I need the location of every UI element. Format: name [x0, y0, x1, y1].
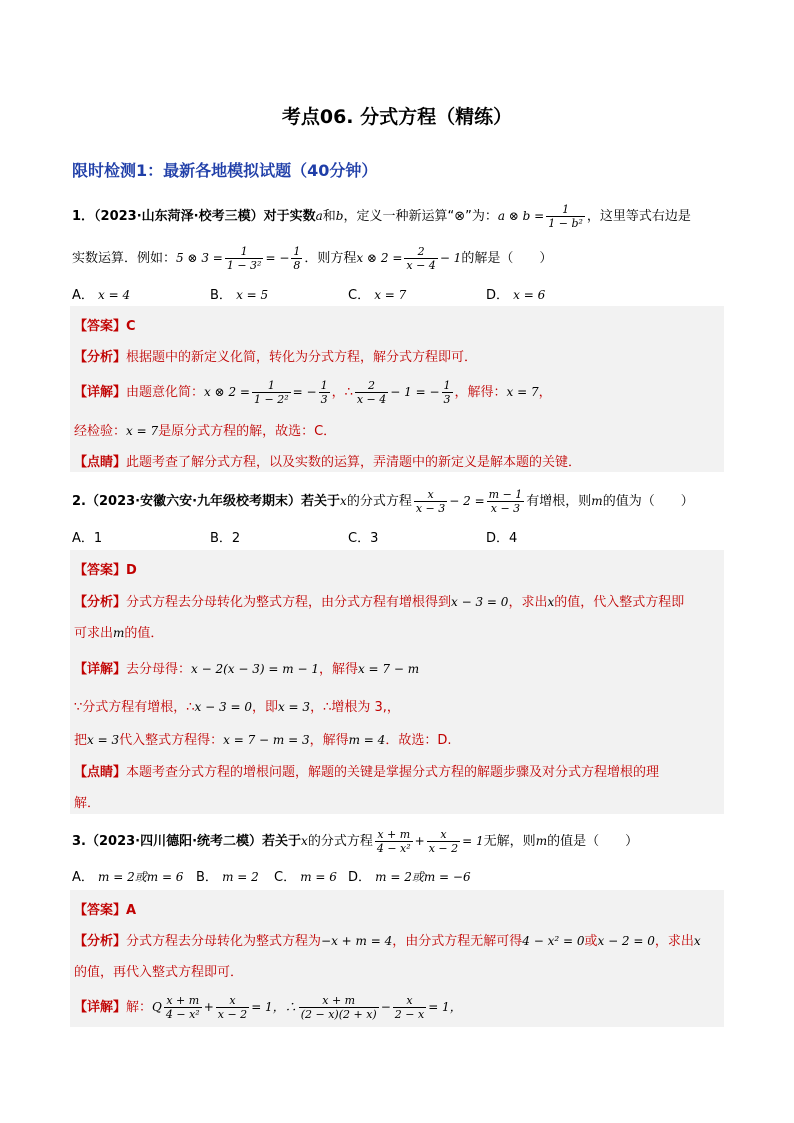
q1-detail: 【详解】由题意化简：x ⊗ 2 = $\frac{1}{\text{1 − 2²}}$ = − $\frac{1}{3}$ ，∴ $\frac{2}{x - 4}$ − 1 = − $\frac{1}{3}$ ，解得：x = 7，	[74, 379, 552, 406]
q3-analysis-line2: 的值，再代入整式方程即可．	[74, 965, 244, 980]
q2-option-d: D．4	[486, 531, 518, 546]
q1-stem-line2: 实数运算．例如：5 ⊗ 3 = $\frac{1}{\text{1 − 3²}}$ = − $\frac{1}{8}$ ．则方程x ⊗ 2 = $\frac{2}{x - 4}$ − 1的解是（ ）	[72, 245, 553, 272]
q3-detail: 【详解】解：Q $\frac{x + m}{\text{4 − x²}}$ + $\frac{x}{x - 2}$ = 1，∴ $\frac{x + m}{(2 - x)(2 + x)}$ − $\frac{x}{2 - x}$ = 1，	[74, 994, 462, 1021]
q2-answer: 【答案】D	[74, 563, 137, 578]
q1-solution-box	[70, 306, 724, 472]
q3-analysis-line1: 【分析】分式方程去分母转化为整式方程为−x + m = 4，由分式方程无解可得4 − x² = 0或x − 2 = 0，求出x	[74, 934, 701, 949]
q3-option-b: B． m = 2	[196, 870, 259, 885]
q2-option-b: B．2	[210, 531, 241, 546]
q3-solution-box	[70, 890, 724, 1027]
q1-stem-line1: 1．（2023·山东菏泽·校考三模）对于实数a和b，定义一种新运算“⊗”为：a ⊗ b = $\frac{1}{\text{1 − b²}}$ ，这里等式右边是	[72, 203, 691, 230]
q1-option-a: A． x = 4	[72, 288, 131, 303]
q1-option-c: C． x = 7	[348, 288, 407, 303]
q1-answer: 【答案】C	[74, 319, 136, 334]
q2-detail-line3: 把x = 3代入整式方程得：x = 7 − m = 3，解得m = 4．故选：D.	[74, 733, 452, 748]
q2-option-c: C．3	[348, 531, 379, 546]
q2-detail: 【详解】去分母得：x − 2(x − 3) = m − 1，解得x = 7 − m	[74, 662, 420, 677]
q3-answer: 【答案】A	[74, 903, 137, 918]
q2-solution-box	[70, 550, 724, 814]
q2-detail-line2: ∵分式方程有增根，∴x − 3 = 0，即x = 3，∴增根为 3,，	[74, 700, 400, 715]
q2-comment-line1: 【点睛】本题考查分式方程的增根问题，解题的关键是掌握分式方程的解题步骤及对分式方程增根的理	[74, 765, 660, 780]
q1-option-d: D． x = 6	[486, 288, 546, 303]
section-heading: 限时检测1：最新各地模拟试题（40分钟）	[72, 161, 378, 180]
q1-option-b: B． x = 5	[210, 288, 269, 303]
q2-comment-line2: 解．	[74, 796, 101, 811]
q2-analysis-line2: 可求出m的值．	[74, 626, 164, 641]
q3-option-d: D． m = 2或m = −6	[348, 870, 471, 885]
q2-stem: 2.（2023·安徽六安·九年级校考期末）若关于x的分式方程 $\frac{x}{x - 3}$ − 2 = $\frac{m - 1}{x - 3}$ 有增根，则m的值为（ ）	[72, 488, 694, 515]
q2-option-a: A．1	[72, 531, 103, 546]
q1-comment: 【点睛】此题考查了解分式方程，以及实数的运算，弄清题中的新定义是解本题的关键．	[74, 455, 582, 470]
q1-analysis: 【分析】根据题中的新定义化简，转化为分式方程，解分式方程即可．	[74, 350, 478, 365]
q3-stem: 3.（2023·四川德阳·统考二模）若关于x的分式方程 $\frac{x + m}{\text{4 − x²}}$ + $\frac{x}{x - 2}$ = 1无解，则m的值是（ ）	[72, 828, 639, 855]
q2-analysis-line1: 【分析】分式方程去分母转化为整式方程，由分式方程有增根得到x − 3 = 0，求出x的值，代入整式方程即	[74, 595, 685, 610]
q3-option-c: C． m = 6	[274, 870, 337, 885]
q3-option-a: A． m = 2或m = 6	[72, 870, 184, 885]
q1-check: 经检验：x = 7是原分式方程的解，故选：C．	[74, 424, 337, 439]
page-title: 考点06. 分式方程（精练）	[281, 106, 513, 128]
